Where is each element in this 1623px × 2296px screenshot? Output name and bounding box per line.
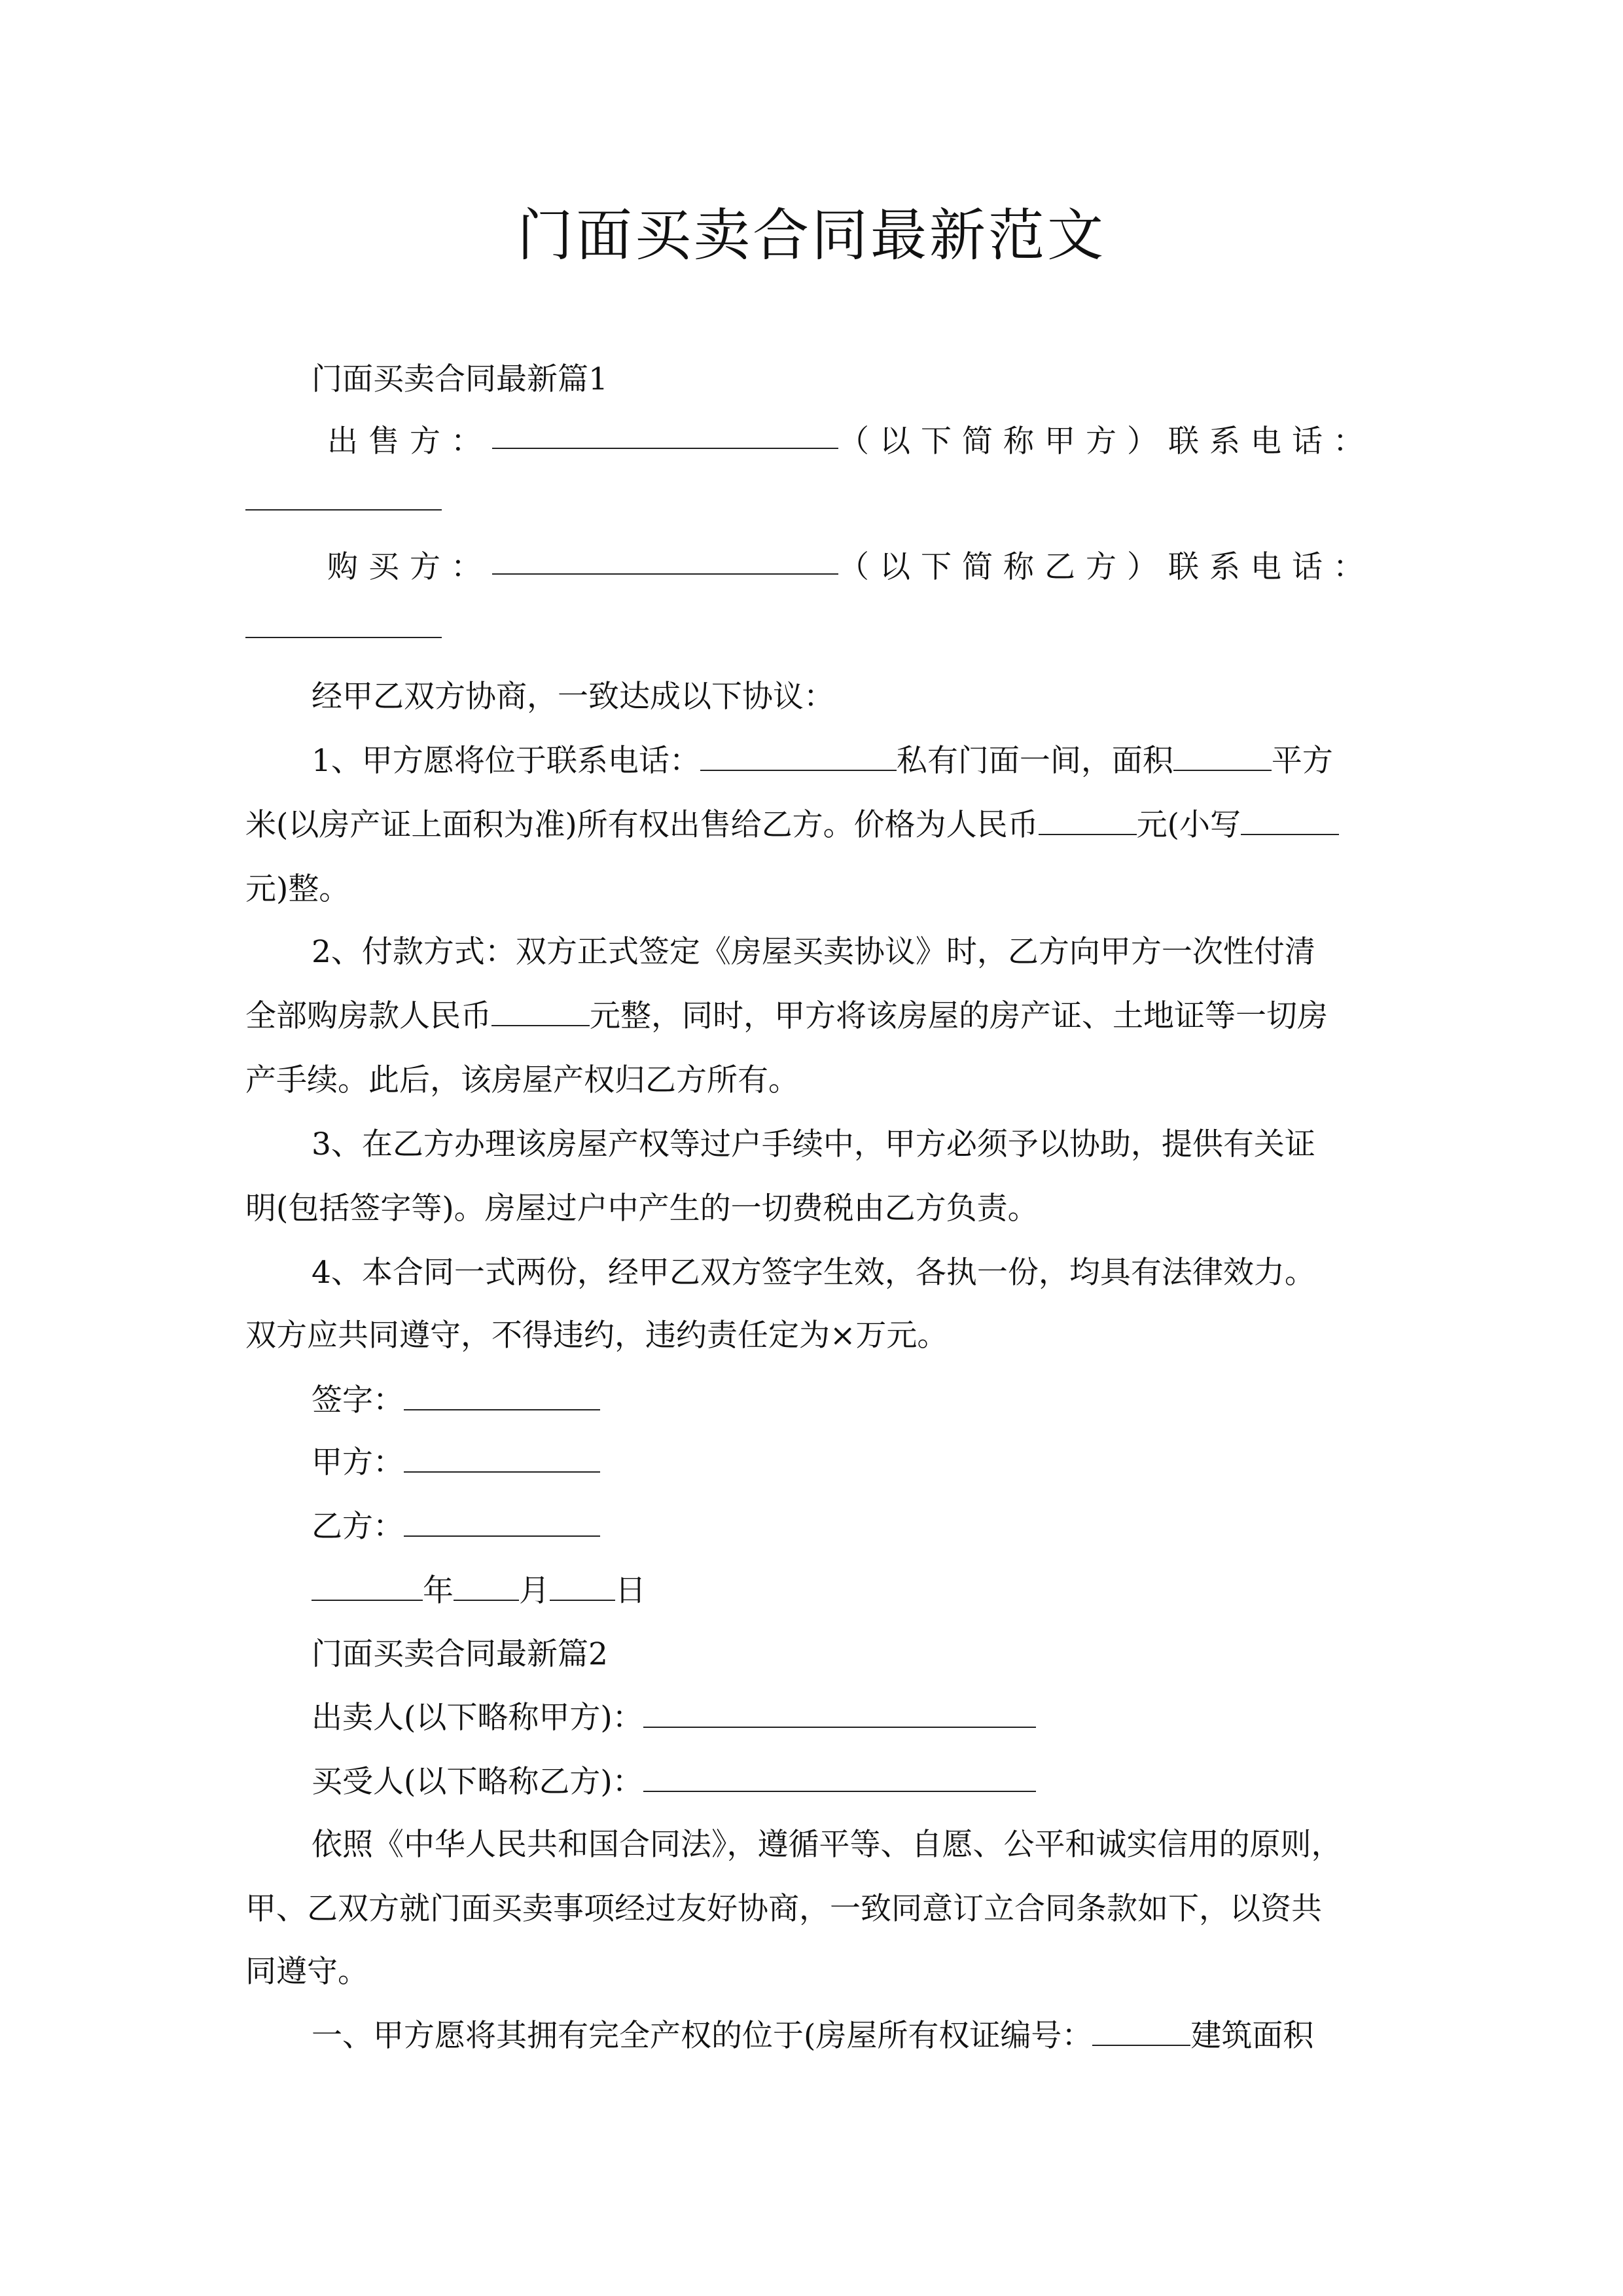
buyer-phone-line: [245, 605, 442, 651]
seller-phone-line: [245, 478, 442, 524]
year-label: 年: [423, 1573, 454, 1609]
seller-suffix: （以下简称甲方）联系电话：: [838, 423, 1374, 459]
party-a-line: [312, 1440, 600, 1486]
clause4-line2: 双方应共同遵守，不得违约，违约责任定为×万元。: [245, 1318, 948, 1354]
clause1-line2: [245, 802, 1339, 848]
section2-para1-line2: 甲、乙双方就门面买卖事项经过友好协商，一致同意订立合同条款如下，以资共: [245, 1891, 1322, 1927]
month-label: 月: [519, 1573, 550, 1609]
clause1-text-b: 私有门面一间，面积: [896, 743, 1173, 779]
certificate-number-blank[interactable]: [1092, 2016, 1190, 2046]
price-small-blank[interactable]: [1241, 805, 1339, 835]
clause2-text-b: 元整，同时，甲方将该房屋的房产证、土地证等一切房: [590, 998, 1328, 1034]
buyer-suffix: （以下简称乙方）联系电话：: [838, 549, 1374, 585]
year-blank[interactable]: [312, 1571, 423, 1601]
buyer2-label: 买受人(以下略称乙方)：: [312, 1764, 643, 1800]
clause1-text-d: 米(以房产证上面积为准)所有权出售给乙方。价格为人民币: [245, 807, 1039, 843]
party-b-line: [312, 1504, 600, 1550]
seller2-label: 出卖人(以下略称甲方)：: [312, 1700, 643, 1736]
clause1-line3: 元)整。: [245, 871, 350, 907]
section1-heading: 门面买卖合同最新篇1: [312, 361, 608, 397]
clause3-line1: 3、在乙方办理该房屋产权等过户手续中，甲方必须予以协助，提供有关证: [312, 1126, 1315, 1162]
area-blank[interactable]: [1173, 741, 1272, 771]
seller-phone-blank[interactable]: [245, 480, 442, 511]
section2-clause1-text-a: 一、甲方愿将其拥有完全产权的位于(房屋所有权证编号：: [312, 2018, 1093, 2054]
clause2-line2: [245, 994, 1328, 1039]
clause4-line1: 4、本合同一式两份，经甲乙双方签字生效，各执一份，均具有法律效力。: [312, 1255, 1315, 1291]
section2-heading: 门面买卖合同最新篇2: [312, 1636, 608, 1672]
clause2-line1: 2、付款方式：双方正式签定《房屋买卖协议》时，乙方向甲方一次性付清: [312, 934, 1315, 970]
section2-clause1-line1: [312, 2013, 1313, 2059]
party-a-label: 甲方：: [312, 1444, 404, 1480]
seller2-blank[interactable]: [643, 1698, 1036, 1728]
buyer2-blank[interactable]: [643, 1762, 1036, 1792]
buyer2-line: [312, 1759, 1036, 1805]
day-label: 日: [615, 1573, 646, 1609]
buyer-name-blank[interactable]: [492, 545, 838, 575]
location-blank[interactable]: [700, 741, 897, 771]
sign-label: 签字：: [312, 1382, 404, 1418]
section2-para1-line3: 同遵守。: [245, 1954, 368, 1990]
month-blank[interactable]: [454, 1571, 519, 1601]
seller2-line: [312, 1695, 1036, 1741]
seller-name-blank[interactable]: [492, 419, 838, 449]
sign-blank[interactable]: [404, 1380, 600, 1410]
clause1-text-a: 1、甲方愿将位于联系电话：: [312, 743, 700, 779]
buyer-phone-blank[interactable]: [245, 608, 442, 638]
party-b-label: 乙方：: [312, 1509, 404, 1545]
payment-blank[interactable]: [491, 996, 590, 1026]
clause2-line3: 产手续。此后，该房屋产权归乙方所有。: [245, 1062, 799, 1098]
clause2-text-a: 全部购房款人民币: [245, 998, 491, 1034]
buyer-label: 购买方：: [327, 549, 492, 585]
document-title: 门面买卖合同最新范文: [517, 203, 1106, 268]
price-blank[interactable]: [1039, 805, 1137, 835]
sign-line: [312, 1378, 600, 1424]
clause3-line2: 明(包括签字等)。房屋过户中产生的一切费税由乙方负责。: [245, 1191, 1039, 1227]
party-a-blank[interactable]: [404, 1443, 600, 1473]
clause1-text-e: 元(小写: [1136, 807, 1241, 843]
day-blank[interactable]: [550, 1571, 615, 1601]
clause1-line1: [312, 738, 1333, 784]
intro-line: 经甲乙双方协商，一致达成以下协议：: [312, 679, 834, 715]
seller-line: [327, 419, 1374, 465]
seller-label: 出售方：: [327, 423, 492, 459]
clause1-text-c: 平方: [1271, 743, 1333, 779]
date-line: [312, 1568, 646, 1614]
section2-clause1-text-b: 建筑面积: [1190, 2018, 1314, 2054]
section2-para1-line1: 依照《中华人民共和国合同法》，遵循平等、自愿、公平和诚实信用的原则，: [312, 1827, 1342, 1863]
party-b-blank[interactable]: [404, 1507, 600, 1537]
buyer-line: [327, 545, 1374, 590]
